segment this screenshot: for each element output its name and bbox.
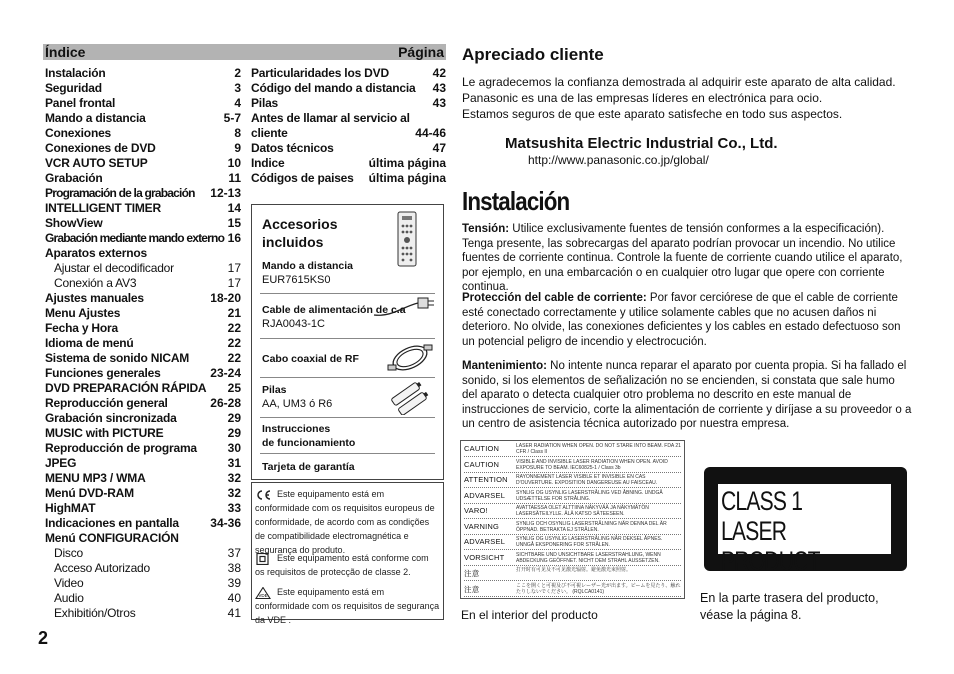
index-entry-page: 43 <box>432 96 446 110</box>
warning-keyword: ADVARSEL <box>464 490 506 500</box>
class1-laser-label <box>704 467 907 576</box>
index-entry-page: 14 <box>227 201 241 215</box>
index-entry-title: Funciones generales <box>45 366 161 380</box>
index-entry-page: última página <box>368 171 446 185</box>
warning-row <box>464 567 681 581</box>
index-entry-title: Particularidades los DVD <box>251 66 389 80</box>
index-entry-page: 17 <box>227 276 241 290</box>
index-entry <box>45 141 241 156</box>
index-entry-title: Exhibitión/Otros <box>54 606 136 620</box>
warning-text: SYNLIG OG USYNLIG LASERSTRÅLING VED ÅBNING. UNDGÅ UDSÆTTELSE FOR STRÅLING. <box>516 489 663 502</box>
index-entry <box>251 171 446 186</box>
index-entry-page: 29 <box>227 426 241 440</box>
accessory-batteries: Pilas AA, UM3 ó R6 <box>262 384 333 410</box>
index-entry <box>45 471 241 486</box>
index-entry <box>45 441 241 456</box>
index-entry-title: Seguridad <box>45 81 102 95</box>
index-entry-page: 32 <box>227 486 241 500</box>
warning-text: SYNLIG OG USYNLIG LASERSTRÅLING NÅR DEKSEL ÅPNES. UNNGÅ EKSPONERING FOR STRÅLEN. <box>516 536 663 548</box>
index-entry-title: Aparatos externos <box>45 246 147 260</box>
warning-keyword: CAUTION <box>464 444 500 453</box>
accessories-title: Accesorios incluidos <box>262 216 338 250</box>
index-entry-title: ShowView <box>45 216 103 230</box>
index-entry <box>45 336 241 351</box>
index-entry-page: 41 <box>227 606 241 620</box>
warning-text: LASER RADIATION WHEN OPEN. DO NOT STARE INTO BEAM. FDA 21 CFR / Class II <box>516 443 681 455</box>
index-entry-title: Idioma de menú <box>45 336 134 350</box>
index-entry-title: Ajustes manuales <box>45 291 144 305</box>
index-entry-page: 31 <box>227 456 241 470</box>
index-column-1 <box>45 66 241 621</box>
laser-warning-label <box>460 440 685 599</box>
index-entry <box>45 606 241 621</box>
warning-text: SYNLIG OCH OSYNLIG LASERSTRÅLNING NÄR DENNA DEL ÄR ÖPPNAD. BETRAKTA EJ STRÅLEN. <box>516 520 667 533</box>
index-entry-title: Fecha y Hora <box>45 321 118 335</box>
index-entry <box>251 126 446 141</box>
index-entry <box>45 276 241 291</box>
class2-notice: Este equipamento está conforme com os requisitos de protecção de classe 2. <box>255 553 429 577</box>
index-entry-title: Antes de llamar al servicio al <box>251 111 410 125</box>
index-entry <box>45 576 241 591</box>
index-entry-title: MUSIC with PICTURE <box>45 426 164 440</box>
index-entry <box>45 351 241 366</box>
index-entry-page: 8 <box>234 126 241 140</box>
index-entry <box>45 246 241 261</box>
laser-label-line2: LASER PRODUCT <box>721 516 820 576</box>
divider <box>260 453 435 454</box>
laser-label-line1: CLASS 1 <box>721 486 803 516</box>
index-entry-title: Panel frontal <box>45 96 116 110</box>
index-entry-title: cliente <box>251 126 288 140</box>
warning-row <box>464 552 681 566</box>
company-name: Matsushita Electric Industrial Co., Ltd. <box>505 135 778 152</box>
index-entry-page: 22 <box>227 336 241 350</box>
index-entry-title: Pilas <box>251 96 279 110</box>
warning-keyword: 注意 <box>464 584 480 594</box>
index-entry-page: 40 <box>227 591 241 605</box>
index-title: Índice <box>45 44 86 60</box>
index-entry-title: Grabación sincronizada <box>45 411 177 425</box>
index-entry <box>45 306 241 321</box>
index-entry-page: 18-20 <box>210 291 241 305</box>
index-entry <box>45 411 241 426</box>
index-page-heading: Página <box>398 44 444 60</box>
remote-control-icon <box>397 211 417 267</box>
index-entry-page: 32 <box>227 471 241 485</box>
warning-keyword: CAUTION <box>464 459 500 469</box>
index-entry <box>45 561 241 576</box>
warning-row <box>464 583 681 597</box>
index-entry-page: 33 <box>227 501 241 515</box>
index-column-2 <box>251 66 446 186</box>
coaxial-cable-icon <box>386 339 434 377</box>
index-entry-title: Códigos de paises <box>251 171 354 185</box>
index-entry-title: HighMAT <box>45 501 96 515</box>
index-entry-page: 44-46 <box>415 126 446 140</box>
index-entry <box>45 426 241 441</box>
accessory-warranty: Tarjeta de garantía <box>262 461 355 473</box>
warning-text: ここを開くと可視及び不可視レーザー光が出ます。ビームを見たり、触れたりしないでください。 (RQLCA0141) <box>516 582 681 595</box>
cable-protection-paragraph: Protección del cable de corriente: Por favor cerciórese de que el cable de corriente esté conectado correctamente y utilice solamente cables que no acusen daños ni deterioro. No olvide, las conexiones deficientes y los cables en estado defectuoso son un potencial peligro de incendio y electrocución. <box>462 292 901 348</box>
index-entry <box>45 366 241 381</box>
index-entry <box>45 66 241 81</box>
index-entry-page: 10 <box>227 156 241 170</box>
index-entry-title: Conexión a AV3 <box>54 276 137 290</box>
index-entry-page: 47 <box>432 141 446 155</box>
index-entry <box>251 156 446 171</box>
index-entry-page: 43 <box>432 81 446 95</box>
warning-keyword: VARO! <box>464 506 488 515</box>
index-entry-title: DVD PREPARACIÓN RÁPIDA <box>45 381 207 395</box>
index-entry <box>45 591 241 606</box>
index-entry-page: 2 <box>234 66 241 80</box>
index-entry-page: 38 <box>227 561 241 575</box>
index-entry-title: Datos técnicos <box>251 141 334 155</box>
index-header <box>43 44 446 60</box>
index-entry-title: Sistema de sonido NICAM <box>45 351 190 365</box>
index-entry-title: Indice <box>251 156 285 170</box>
warning-keyword: ADVARSEL <box>464 537 506 546</box>
index-entry-page: 4 <box>234 96 241 110</box>
index-entry <box>45 321 241 336</box>
index-entry-page: 22 <box>227 351 241 365</box>
index-entry-title: INTELLIGENT TIMER <box>45 201 161 215</box>
index-entry-page: última página <box>368 156 446 170</box>
warning-text: AVATTAESSA OLET ALTTIINA NÄKYVÄÄ JA NÄKYMÄTÖN LASERSÄTEILYLLE. ÄLÄ KATSO SÄTEESEEN. <box>516 505 649 517</box>
index-entry <box>45 126 241 141</box>
index-entry-page: 34-36 <box>210 516 241 530</box>
index-entry-title: Disco <box>54 546 84 560</box>
page-number: 2 <box>38 628 49 648</box>
index-entry <box>251 111 446 126</box>
index-entry <box>45 81 241 96</box>
warning-keyword: VORSICHT <box>464 552 505 562</box>
vde-notice: VDE Este equipamento está em conformidade com os requisitos de segurança da VDE . <box>255 587 440 625</box>
warning-text: VISIBLE AND INVISIBLE LASER RADIATION WHEN OPEN. AVOID EXPOSURE TO BEAM. IEC60825-1 / Class 3b <box>516 458 668 471</box>
index-entry-title: Conexiones <box>45 126 112 140</box>
index-entry-page: 12-13 <box>210 186 241 200</box>
accessory-coax: Cabo coaxial de RF <box>262 353 359 365</box>
vde-mark-icon <box>255 587 271 599</box>
warning-row <box>464 536 681 550</box>
index-entry-title: VCR AUTO SETUP <box>45 156 148 170</box>
index-entry-page: 22 <box>227 321 241 335</box>
index-entry-title: Conexiones de DVD <box>45 141 156 155</box>
index-entry-page: 23-24 <box>210 366 241 380</box>
index-entry <box>45 546 241 561</box>
index-entry-page: 9 <box>234 141 241 155</box>
index-entry-page: 26-28 <box>210 396 241 410</box>
warning-label-caption: En el interior del producto <box>461 608 598 622</box>
warning-keyword: VARNING <box>464 521 500 531</box>
index-entry <box>45 381 241 396</box>
index-entry-title: Menú CONFIGURACIÓN <box>45 531 179 545</box>
ce-mark-icon <box>255 489 271 501</box>
index-entry-title: Código del mando a distancia <box>251 81 416 95</box>
index-entry <box>251 141 446 156</box>
index-entry <box>45 516 241 531</box>
index-entry <box>45 501 241 516</box>
installation-heading: Instalación <box>462 186 570 216</box>
index-entry <box>251 96 446 111</box>
index-entry-title: MENU MP3 / WMA <box>45 471 146 485</box>
double-insulation-icon <box>255 553 271 565</box>
laser-label-caption: En la parte trasera del producto, véase la página 8. <box>700 591 879 622</box>
index-entry-title: Audio <box>54 591 84 605</box>
batteries-icon <box>390 381 434 415</box>
index-entry <box>45 201 241 216</box>
index-entry-page: 42 <box>432 66 446 80</box>
index-entry-title: Menú DVD-RAM <box>45 486 134 500</box>
index-entry <box>45 156 241 171</box>
warning-text: SICHTBARE UND UNSICHTBARE LASERSTRAHLUNG, WENN ABDECKUNG GEÖFFNET. NICHT DEM STRAHL AUSSETZEN. <box>516 551 661 564</box>
index-entry-title: Menu Ajustes <box>45 306 121 320</box>
index-entry-title: JPEG <box>45 456 77 470</box>
warning-text: 打开时有可见及不可见激光辐射。避免激光束照射。 <box>516 567 632 573</box>
index-entry-page: 5-7 <box>223 111 241 125</box>
accessory-manual: Instrucciones de funcionamiento <box>262 423 356 449</box>
warning-keyword: ATTENTION <box>464 475 508 484</box>
warning-keyword: 注意 <box>464 569 480 578</box>
divider <box>260 417 435 418</box>
compliance-box <box>251 482 444 625</box>
index-entry-title: Reproducción de programa <box>45 441 197 455</box>
svg-text:VDE: VDE <box>258 592 268 598</box>
index-entry-page: 39 <box>227 576 241 590</box>
index-entry <box>45 261 241 276</box>
index-entry <box>45 291 241 306</box>
warning-row <box>464 505 681 519</box>
index-entry <box>45 231 241 246</box>
index-entry-title: Acceso Autorizado <box>54 561 150 575</box>
index-entry-page: 16 <box>227 231 241 245</box>
divider <box>260 377 435 378</box>
index-entry-page: 25 <box>227 381 241 395</box>
index-entry-title: Instalación <box>45 66 106 80</box>
index-entry-page: 21 <box>227 306 241 320</box>
accessory-remote: Mando a distancia EUR7615KS0 <box>262 260 354 286</box>
index-entry-page: 37 <box>227 546 241 560</box>
index-entry <box>45 456 241 471</box>
greeting-heading: Apreciado cliente <box>462 45 604 64</box>
index-entry <box>45 531 241 546</box>
warning-row <box>464 521 681 535</box>
index-entry <box>45 186 241 201</box>
tension-paragraph: Tensión: Utilice exclusivamente fuentes de tensión conformes a la especificación). Tenga presente, las sobrecargas del aparato podrían provocar un incendio. No utilice fuentes de corriente continua. Controle la fuente de corriente cuando utilice el aparato, por ejemplo, en una embarcación o en cualquier otro lugar que opere con corriente continua. <box>462 223 903 293</box>
accessories-box <box>251 204 444 480</box>
warning-row <box>464 474 681 488</box>
index-entry-title: Video <box>54 576 84 590</box>
warning-row <box>464 490 681 504</box>
greeting-text: Le agradecemos la confianza demostrada al adquirir este aparato de alta calidad. Panasonic es una de las empresas líderes en electrónica para ocio. Estamos seguros de que este aparato satisfeche en todo sus aspectos. <box>462 75 896 121</box>
index-entry-page: 29 <box>227 411 241 425</box>
index-entry-title: Grabación mediante mando externo <box>45 231 225 245</box>
index-entry <box>251 66 446 81</box>
index-entry <box>45 486 241 501</box>
index-entry-title: Ajustar el decodificador <box>54 261 174 275</box>
index-entry-title: Indicaciones en pantalla <box>45 516 179 530</box>
index-entry <box>251 81 446 96</box>
index-entry <box>45 171 241 186</box>
company-url: http://www.panasonic.co.jp/global/ <box>528 153 709 167</box>
ce-notice: Este equipamento está em conformidade com os requisitos europeus de conformidade, de acordo com as condições de compatibilidade electromagnética e segurança do produto. <box>255 489 435 555</box>
index-entry-title: Grabación <box>45 171 103 185</box>
index-entry-page: 11 <box>228 171 241 185</box>
index-entry-title: Mando a distancia <box>45 111 146 125</box>
maintenance-paragraph: Mantenimiento: No intente nunca reparar el aparato por cuenta propia. Si ha fallado el sonido, si los elementos de señalización no se encienden, si constata que sale humo del aparato o detecta cualquier otro problema no descrito en este manual de instrucciones de servicio, corte la alimentación de corriente y diríjase a su proveedor o a un centro de asistencia técnica autorizado por nuestra empresa. <box>462 360 912 430</box>
index-entry-title: Reproducción general <box>45 396 168 410</box>
index-entry <box>45 96 241 111</box>
warning-row <box>464 443 681 457</box>
warning-text: RAYONNEMENT LASER VISIBLE ET INVISIBLE EN CAS D'OUVERTURE. EXPOSITION DANGEREUSE AU FAISCEAU. <box>516 474 658 486</box>
index-entry <box>45 216 241 231</box>
index-entry <box>45 396 241 411</box>
index-entry-page: 17 <box>227 261 241 275</box>
accessory-power-cable: Cable de alimentación de c.a RJA0043-1C <box>262 304 406 330</box>
warning-row <box>464 459 681 473</box>
index-entry <box>45 111 241 126</box>
index-entry-page: 30 <box>227 441 241 455</box>
index-entry-page: 3 <box>234 81 241 95</box>
index-entry-page: 15 <box>227 216 241 230</box>
index-entry-title: Programación de la grabación <box>45 186 195 200</box>
